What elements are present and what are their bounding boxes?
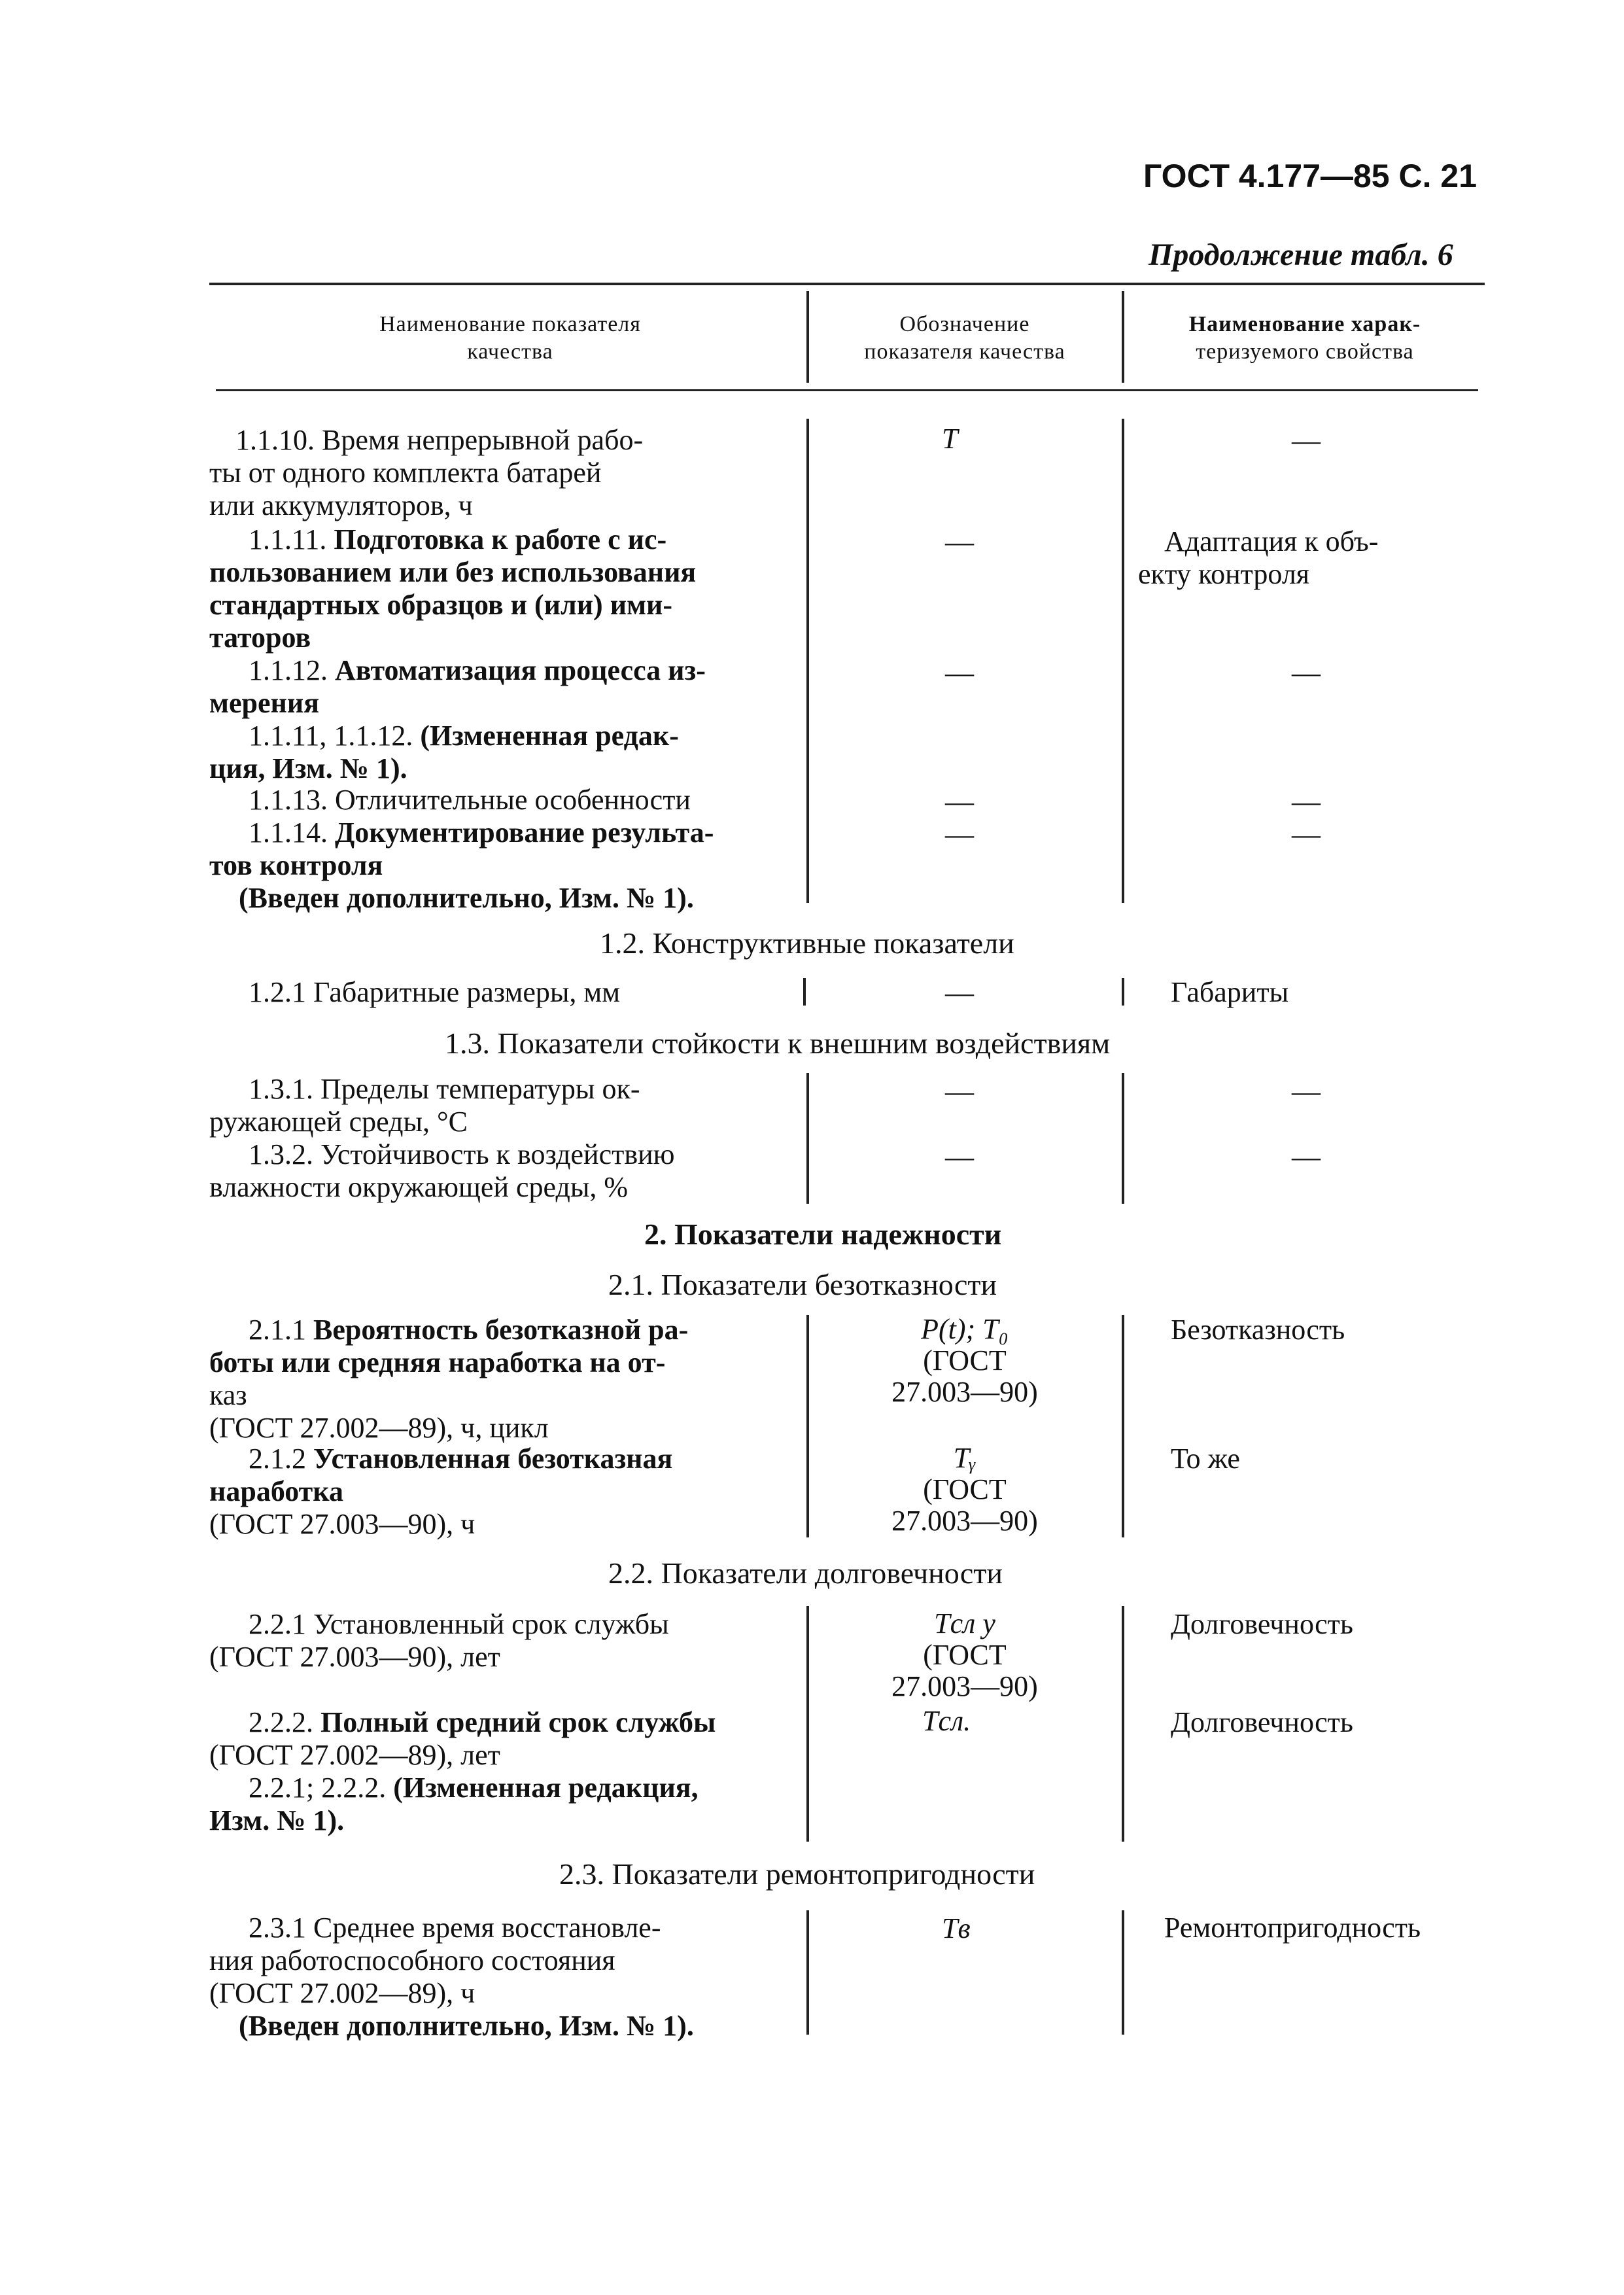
column-header-name: Наименование показателя качества <box>379 312 641 364</box>
amendment-note-1: 1.1.11, 1.1.12. (Измененная редак- ция, Изм. № 1). <box>209 720 679 784</box>
column-header-symbol: Обозначение показателя качества <box>864 312 1065 364</box>
body-divider-1b <box>806 1073 809 1204</box>
property-2-3-1: Ремонтопригодность <box>1164 1912 1421 1944</box>
symbol-2-3-1: Tв <box>942 1912 971 1944</box>
symbol-2-1-1: P(t); T₀ (ГОСТ 27.003—90) <box>891 1313 1038 1408</box>
amendment-note-2: 2.2.1; 2.2.2. (Измененная редакция, Изм. № 1). <box>209 1772 699 1836</box>
section-1-3-heading: 1.3. Показатели стойкости к внешним воздействиям <box>445 1026 1111 1060</box>
symbol-1-1-10: T <box>942 423 958 455</box>
property-2-1-1: Безотказность <box>1171 1314 1345 1346</box>
row-1-1-14: 1.1.14. Документирование результа- тов контроля (Введен дополнительно, Изм. № 1). <box>209 816 714 914</box>
section-2-2-heading: 2.2. Показатели долговечности <box>608 1556 1003 1590</box>
property-2-2-1: Долговечность <box>1171 1608 1353 1640</box>
body-divider-2e <box>1122 1910 1124 2035</box>
body-divider-2d <box>1122 1606 1124 1842</box>
row-1-2-1-divider-1 <box>803 978 806 1006</box>
symbol-1-3-2: — <box>945 1141 974 1173</box>
row-1-2-1-divider-2 <box>1122 978 1124 1006</box>
body-divider-1e <box>806 1910 809 2035</box>
row-2-1-1: 2.1.1 Вероятность безотказной ра- боты или средняя наработка на от- каз (ГОСТ 27.002—89), ч, цикл <box>209 1314 689 1444</box>
row-1-2-1: 1.2.1 Габаритные размеры, мм <box>249 976 621 1008</box>
symbol-2-1-2: Tᵧ (ГОСТ 27.003—90) <box>891 1442 1038 1537</box>
body-divider-1c <box>806 1315 809 1537</box>
row-1-1-13: 1.1.13. Отличительные особенности <box>249 784 691 816</box>
property-1-2-1: Габариты <box>1171 976 1289 1008</box>
section-1-2-heading: 1.2. Конструктивные показатели <box>600 926 1014 960</box>
property-2-2-2: Долговечность <box>1171 1706 1353 1738</box>
property-1-1-12: — <box>1292 657 1321 689</box>
section-2-heading: 2. Показатели надежности <box>644 1218 1002 1251</box>
page-header: ГОСТ 4.177—85 С. 21 <box>1143 158 1477 194</box>
property-1-3-1: — <box>1292 1076 1321 1108</box>
row-1-1-10: 1.1.10. Время непрерывной рабо- ты от одного комплекта батарей или аккумуляторов, ч <box>209 424 644 521</box>
symbol-1-1-11: — <box>945 526 974 558</box>
symbol-1-1-14: — <box>945 818 974 850</box>
symbol-1-2-1: — <box>945 977 974 1009</box>
symbol-2-2-1: Tсл у (ГОСТ 27.003—90) <box>891 1607 1038 1702</box>
header-divider-1 <box>806 291 809 383</box>
body-divider-2a <box>1122 419 1124 903</box>
header-divider-2 <box>1122 291 1124 383</box>
property-1-1-13: — <box>1292 786 1321 818</box>
row-1-1-12: 1.1.12. Автоматизация процесса из- мерения <box>209 654 706 719</box>
row-2-2-1: 2.2.1 Установленный срок службы (ГОСТ 27.003—90), лет <box>209 1608 669 1673</box>
symbol-1-3-1: — <box>945 1076 974 1108</box>
row-1-3-1: 1.3.1. Пределы температуры ок- ружающей среды, °С <box>209 1073 640 1138</box>
symbol-1-1-12: — <box>945 657 974 689</box>
property-1-1-11: Адаптация к объ- екту контроля <box>1138 525 1379 590</box>
continuation-label: Продолжение табл. 6 <box>1149 237 1453 272</box>
section-2-3-heading: 2.3. Показатели ремонтопригодности <box>559 1857 1035 1891</box>
body-divider-1a <box>806 419 809 903</box>
body-divider-1d <box>806 1606 809 1842</box>
symbol-2-2-2: Tсл. <box>922 1705 971 1737</box>
section-2-1-heading: 2.1. Показатели безотказности <box>608 1268 997 1301</box>
row-2-3-1: 2.3.1 Среднее время восстановле- ния работоспособного состояния (ГОСТ 27.002—89), ч (Введен дополнительно, Изм. № 1). <box>209 1912 694 2042</box>
row-1-3-2: 1.3.2. Устойчивость к воздействию влажности окружающей среды, % <box>209 1138 675 1203</box>
column-header-property: Наименование харак- теризуемого свойства <box>1188 312 1421 364</box>
row-1-1-11: 1.1.11. Подготовка к работе с ис- пользованием или без использования стандартных образцов и (или) ими- таторов <box>209 523 697 654</box>
body-divider-2b <box>1122 1073 1124 1204</box>
property-2-1-2: То же <box>1171 1443 1240 1475</box>
table-top-rule <box>209 283 1485 285</box>
table-header-bottom-rule <box>216 389 1478 391</box>
property-1-1-10: — <box>1292 425 1321 457</box>
property-1-3-2: — <box>1292 1141 1321 1173</box>
row-2-1-2: 2.1.2 Установленная безотказная наработка (ГОСТ 27.003—90), ч <box>209 1443 673 1540</box>
property-1-1-14: — <box>1292 818 1321 850</box>
symbol-1-1-13: — <box>945 786 974 818</box>
body-divider-2c <box>1122 1315 1124 1537</box>
row-2-2-2: 2.2.2. Полный средний срок службы (ГОСТ 27.002—89), лет <box>209 1706 716 1771</box>
